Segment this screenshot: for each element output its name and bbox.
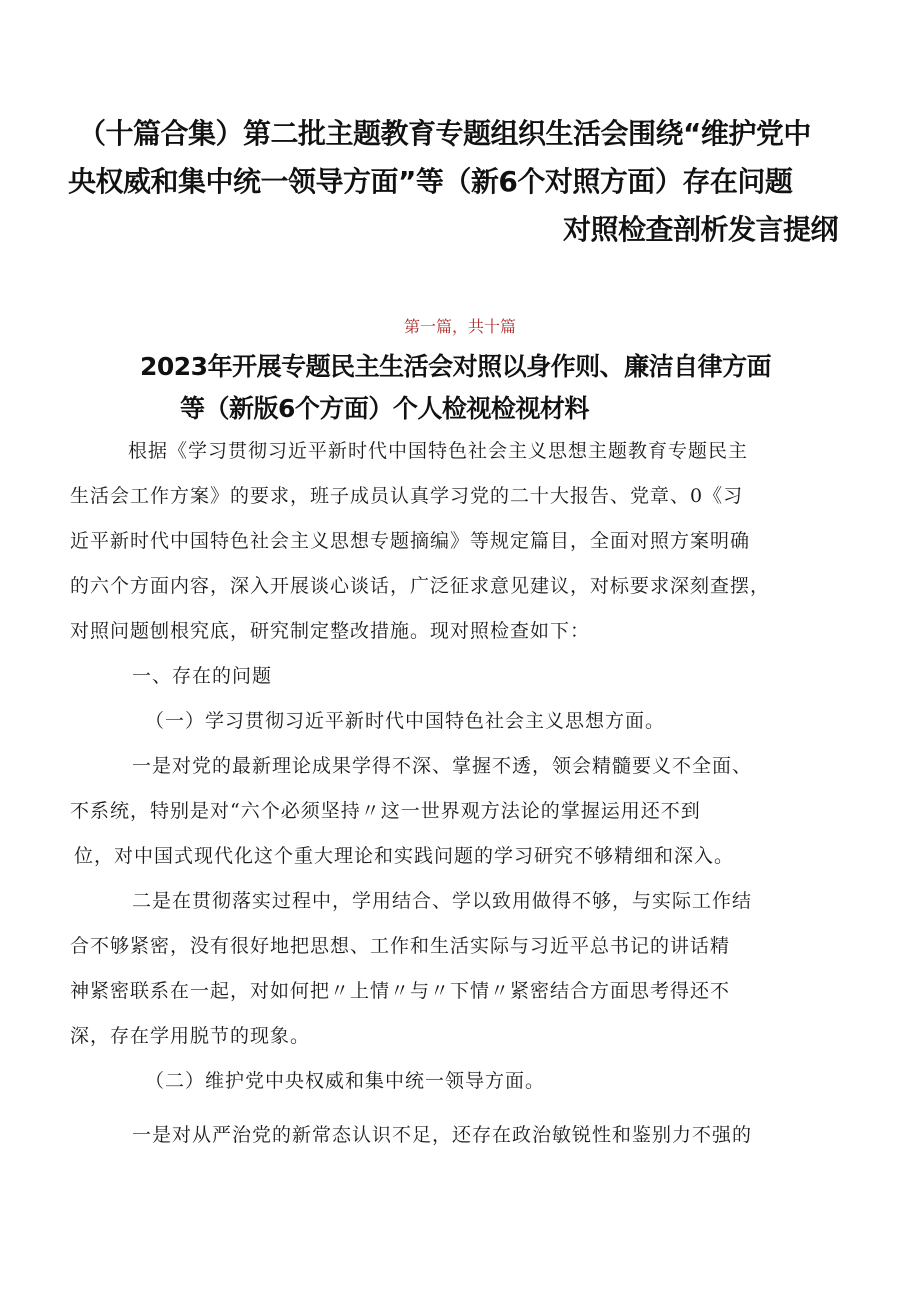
paragraph-line: 生活会工作方案》的要求，班子成员认真学习党的二十大报告、党章、0《习	[70, 485, 744, 507]
sub-title-line-1: 2023年开展专题民主生活会对照以身作则、廉洁自律方面	[140, 352, 772, 381]
document-sub-title	[140, 346, 860, 430]
paragraph-line: 位，对中国式现代化这个重大理论和实践问题的学习研究不够精细和深入。	[74, 845, 735, 867]
paragraph-line: 的六个方面内容，深入开展谈心谈话，广泛征求意见建议，对标要求深刻查摆，	[70, 575, 771, 597]
document-main-title	[60, 110, 860, 254]
paragraph-line: 一是对党的最新理论成果学得不深、掌握不透，领会精髓要义不全面、	[132, 755, 753, 777]
paragraph-line: 二是在贯彻落实过程中，学用结合、学以致用做得不够，与实际工作结	[132, 890, 753, 912]
paragraph-line: 神紧密联系在一起，对如何把〃上情〃与〃下情〃紧密结合方面思考得还不	[70, 980, 731, 1002]
paragraph-line: 一是对从严治党的新常态认识不足，还存在政治敏锐性和鉴别力不强的	[132, 1124, 753, 1146]
subsection-heading: （一）学习贯彻习近平新时代中国特色社会主义思想方面。	[145, 710, 666, 732]
subsection-heading: （二）维护党中央权威和集中统一领导方面。	[145, 1070, 546, 1092]
paragraph-line: 不系统，特别是对“六个必须坚持〃这一世界观方法论的掌握运用还不到	[70, 800, 701, 822]
main-title-line-2: 央权威和集中统一领导方面”等（新6个对照方面）存在问题	[68, 165, 793, 198]
sub-title-line-2: 等（新版6个方面）个人检视检视材料	[180, 394, 589, 423]
paragraph-line: 深，存在学用脱节的现象。	[70, 1025, 311, 1047]
paragraph-line: 对照问题刨根究底，研究制定整改措施。现对照检查如下：	[70, 620, 591, 642]
main-title-line-1: （十篇合集）第二批主题教育专题组织生活会围绕“维护党中	[78, 117, 811, 150]
paragraph-line: 根据《学习贯彻习近平新时代中国特色社会主义思想主题教育专题民主	[128, 440, 749, 462]
part-label: 第一篇，共十篇	[403, 317, 516, 336]
section-heading: 一、存在的问题	[132, 665, 273, 687]
paragraph-line: 合不够紧密，没有很好地把思想、工作和生活实际与习近平总书记的讲话精	[70, 935, 731, 957]
paragraph-line: 近平新时代中国特色社会主义思想专题摘编》等规定篇目，全面对照方案明确	[70, 530, 751, 552]
main-title-line-3: 对照检查剖析发言提纲	[562, 213, 838, 246]
